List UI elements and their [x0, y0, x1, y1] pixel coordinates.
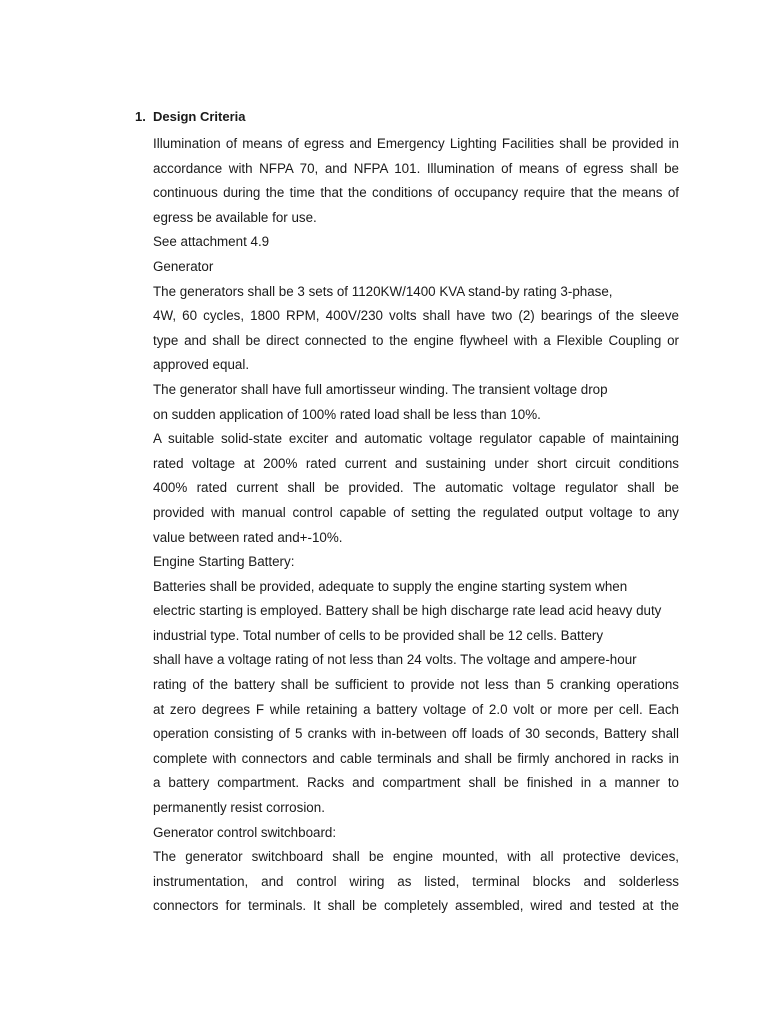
body-line: electric starting is employed. Battery shall be high discharge rate lead acid heavy duty — [153, 603, 662, 619]
body-line: The generator switchboard shall be engine mounted, with all protective devices, — [153, 849, 679, 865]
body-line: A suitable solid-state exciter and automatic voltage regulator capable of maintaining — [153, 431, 679, 447]
body-line: type and shall be direct connected to the engine flywheel with a Flexible Coupling or — [153, 332, 679, 348]
body-line: provided with manual control capable of setting the regulated output voltage to any — [153, 504, 679, 520]
body-line: Generator control switchboard: — [153, 824, 337, 840]
body-line: Generator — [153, 258, 214, 274]
section-title: Design Criteria — [153, 109, 246, 124]
body-line: rated voltage at 200% rated current and sustaining under short circuit conditions — [153, 455, 679, 471]
body-line: industrial type. Total number of cells to be provided shall be 12 cells. Battery — [153, 627, 604, 643]
body-line: a battery compartment. Racks and compartment shall be finished in a manner to — [153, 775, 679, 791]
body-line: 400% rated current shall be provided. The automatic voltage regulator shall be — [153, 480, 679, 496]
section-heading — [135, 107, 245, 127]
body-line: operation consisting of 5 cranks with in-between off loads of 30 seconds, Battery shall — [153, 726, 679, 742]
body-line: continuous during the time that the conditions of occupancy require that the means of — [153, 185, 679, 201]
body-line: instrumentation, and control wiring as listed, terminal blocks and solderless — [153, 873, 679, 889]
body-line: permanently resist corrosion. — [153, 800, 325, 816]
body-line: Illumination of means of egress and Emergency Lighting Facilities shall be provided in — [153, 136, 679, 151]
body-line: rating of the battery shall be sufficient to provide not less than 5 cranking operations — [153, 677, 679, 693]
body-line: See attachment 4.9 — [153, 234, 270, 250]
body-line: The generators shall be 3 sets of 1120KW/1400 KVA stand-by rating 3-phase, — [153, 283, 613, 299]
body-line: approved equal. — [153, 357, 250, 373]
section-number: 1. — [135, 109, 146, 124]
body-line: accordance with NFPA 70, and NFPA 101. Illumination of means of egress shall be — [153, 160, 679, 176]
body-line: at zero degrees F while retaining a battery voltage of 2.0 volt or more per cell. Each — [153, 701, 679, 717]
body-line: complete with connectors and cable terminals and shall be firmly anchored in racks in — [153, 750, 679, 766]
body-line: value between rated and+-10%. — [153, 529, 343, 545]
body-line: shall have a voltage rating of not less than 24 volts. The voltage and ampere-hour — [153, 652, 637, 668]
body-line: The generator shall have full amortisseur winding. The transient voltage drop — [153, 381, 608, 397]
body-line: Batteries shall be provided, adequate to supply the engine starting system when — [153, 578, 628, 594]
body-line: egress be available for use. — [153, 209, 317, 225]
body-line: Engine Starting Battery: — [153, 554, 295, 570]
section-body — [153, 132, 679, 919]
body-line: connectors for terminals. It shall be completely assembled, wired and tested at the — [153, 898, 679, 914]
body-line: on sudden application of 100% rated load shall be less than 10%. — [153, 406, 541, 422]
body-line: 4W, 60 cycles, 1800 RPM, 400V/230 volts shall have two (2) bearings of the sleeve — [153, 308, 679, 324]
